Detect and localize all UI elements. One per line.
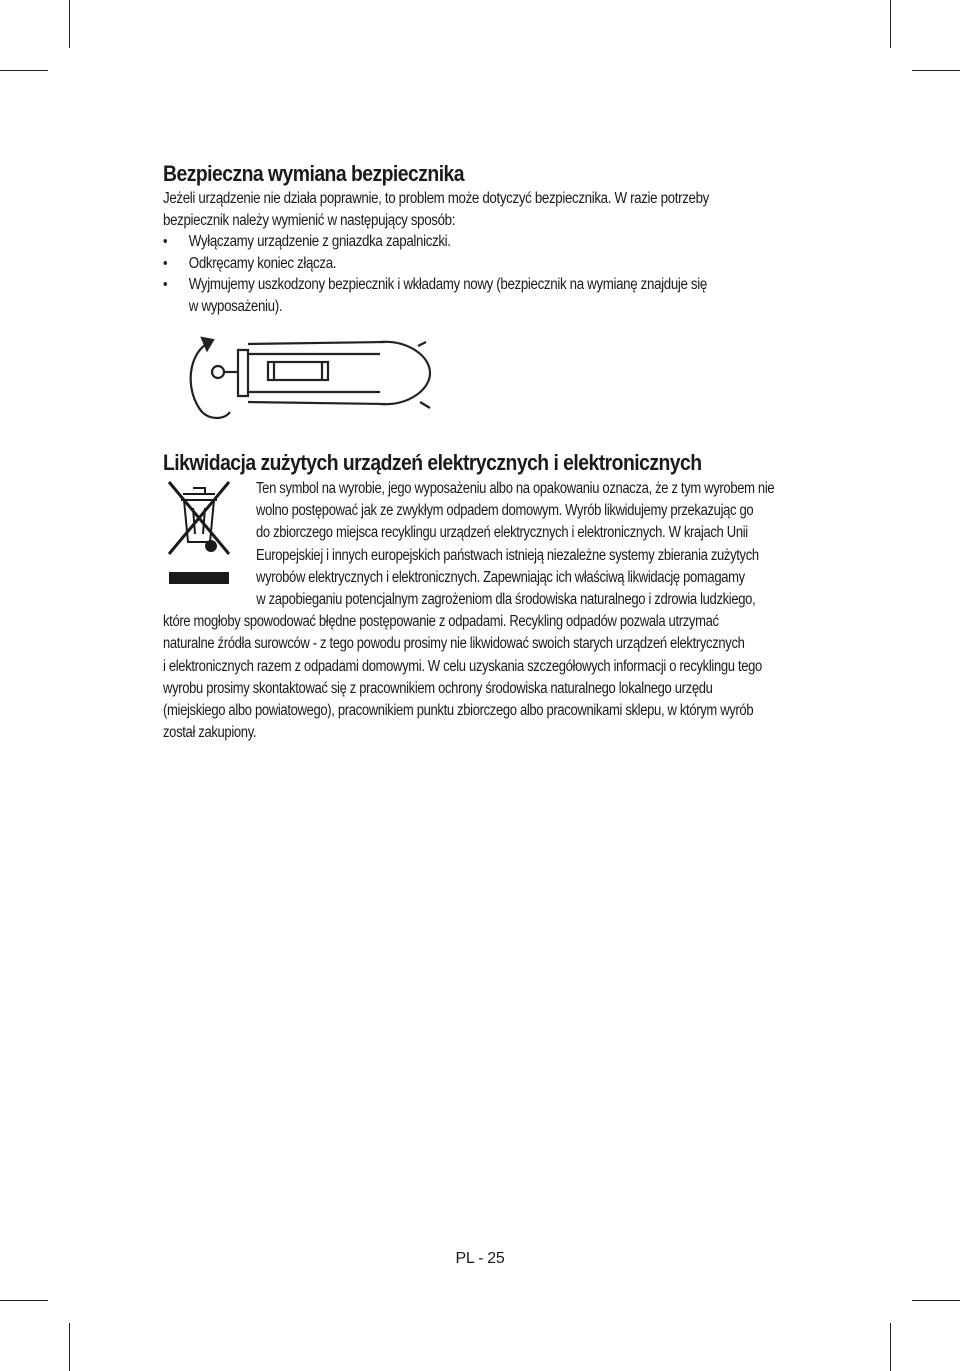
text-line: wyrobów elektrycznych i elektronicznych. Zapewniając ich właściwą likwidację pomagamy — [256, 568, 745, 586]
section-title-disposal: Likwidacja zużytych urządzeń elektrycznych i elektronicznych — [163, 450, 702, 475]
crop-mark — [912, 1300, 960, 1301]
list-item: • Wyjmujemy uszkodzony bezpiecznik i wkładamy nowy (bezpiecznik na wymianę znajduje się w wyposażeniu). — [163, 274, 799, 317]
intro-line: Jeżeli urządzenie nie działa poprawnie, to problem może dotyczyć bezpiecznika. W razie potrzeby — [163, 190, 709, 207]
crossed-out-bin-icon — [163, 478, 235, 589]
crop-mark — [69, 0, 70, 48]
intro-line: bezpiecznik należy wymienić w następujący sposób: — [163, 211, 456, 229]
text-line: naturalne źródła surowców - z tego powodu prosimy nie likwidować swoich starych urządzeń elektrycznych — [163, 635, 745, 653]
page-number: PL - 25 — [455, 1250, 505, 1267]
list-item: • Wyłączamy urządzenie z gniazdka zapalniczki. — [163, 231, 799, 253]
fuse-instructions — [163, 188, 799, 317]
text-line: i elektronicznych razem z odpadami domowymi. W celu uzyskania szczegółowych informacji o recyklingu tego — [163, 657, 762, 675]
fuse-section — [163, 160, 803, 317]
text-line: wyrobu prosimy skontaktować się z pracownikiem ochrony środowiska naturalnego lokalnego urzędu — [163, 679, 713, 697]
fuse-plug-diagram-icon — [180, 332, 440, 429]
crop-mark — [912, 70, 960, 71]
crop-mark — [0, 70, 48, 71]
text-line: Ten symbol na wyrobie, jego wyposażeniu albo na opakowaniu oznacza, że z tym wyrobem nie — [256, 480, 775, 497]
text-line: do zbiorczego miejsca recyklingu urządzeń elektrycznych i elektronicznych. W krajach Unii — [256, 524, 748, 542]
disposal-text-side — [256, 478, 802, 589]
crop-mark — [69, 1323, 70, 1371]
steps-list — [163, 231, 799, 317]
crop-mark — [890, 0, 891, 48]
text-line: w zapobieganiu potencjalnym zagrożeniom dla środowiska naturalnego i zdrowia ludzkiego, — [256, 591, 756, 608]
text-line: Europejskiej i innych europejskich państwach istnieją niezależne systemy zbierania zużytych — [256, 546, 759, 564]
text-line: (miejskiego albo powiatowego), pracownikiem punktu zbiorczego albo pracownikami sklepu, w którym wyrób — [163, 702, 754, 720]
text-line: które mogłoby spowodować błędne postępowanie z odpadami. Recykling odpadów pozwala utrzymać — [163, 613, 719, 631]
crop-mark — [890, 1323, 891, 1371]
list-item: • Odkręcamy koniec złącza. — [163, 253, 799, 275]
text-line: wolno postępować jak ze zwykłym odpadem domowym. Wyrób likwidujemy przekazując go — [256, 502, 754, 520]
crop-mark — [0, 1300, 48, 1301]
section-title-fuse: Bezpieczna wymiana bezpiecznika — [163, 161, 465, 186]
text-line: został zakupiony. — [163, 724, 257, 742]
disposal-text-full — [163, 589, 801, 744]
